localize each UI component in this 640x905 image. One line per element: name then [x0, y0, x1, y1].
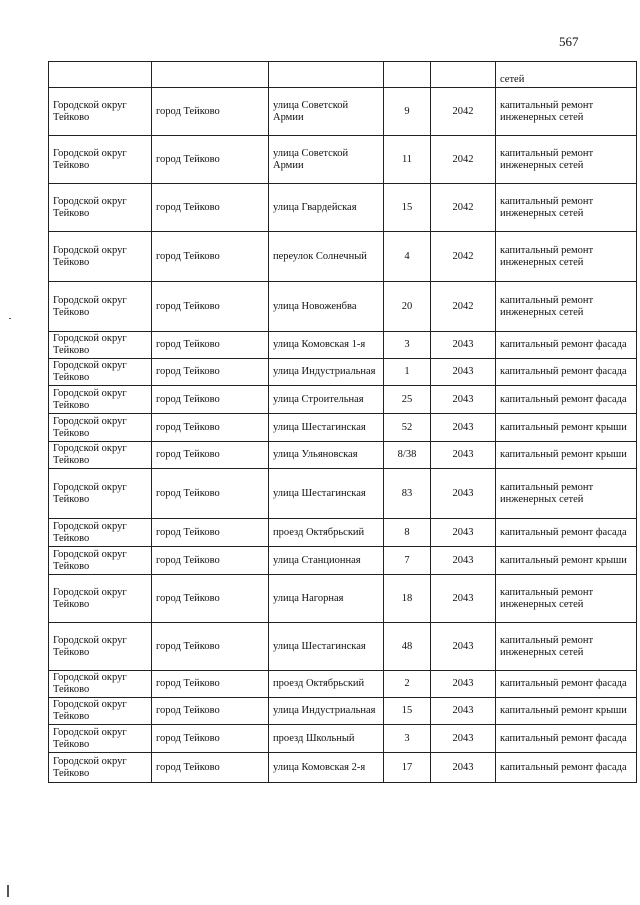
house-cell: 17: [384, 753, 431, 783]
page-number: 567: [559, 34, 579, 49]
house-cell: 11: [384, 136, 431, 184]
year-cell: 2043: [431, 698, 496, 725]
house-cell: 7: [384, 547, 431, 575]
year-cell: 2043: [431, 442, 496, 469]
street-cell: улица Строительная: [269, 386, 384, 414]
table-row: [49, 136, 637, 184]
gorod-cell: город Тейково: [152, 753, 269, 783]
street-cell: улица Комовская 1-я: [269, 332, 384, 359]
year-cell: 2043: [431, 671, 496, 698]
housing-repair-table: [48, 61, 637, 783]
gorod-cell: город Тейково: [152, 232, 269, 282]
table-row: [49, 442, 637, 469]
gorod-cell: город Тейково: [152, 184, 269, 232]
street-cell: проезд Школьный: [269, 725, 384, 753]
year-cell: 2042: [431, 136, 496, 184]
house-cell: 48: [384, 623, 431, 671]
table-row: [49, 184, 637, 232]
street-cell: улица Советской Армии: [269, 88, 384, 136]
work-type-cell: капитальный ремонт крыши: [496, 547, 637, 575]
okrug-cell: Городской округ Тейково: [49, 359, 152, 386]
house-cell: 2: [384, 671, 431, 698]
house-cell: 1: [384, 359, 431, 386]
table-row: [49, 671, 637, 698]
table-row: [49, 359, 637, 386]
table-row: [49, 469, 637, 519]
year-cell: 2043: [431, 725, 496, 753]
table-row: [49, 698, 637, 725]
year-cell: 2043: [431, 753, 496, 783]
gorod-cell: город Тейково: [152, 332, 269, 359]
work-type-cell: сетей: [496, 62, 637, 88]
gorod-cell: город Тейково: [152, 386, 269, 414]
year-cell: [431, 62, 496, 88]
okrug-cell: Городской округ Тейково: [49, 469, 152, 519]
work-type-cell: капитальный ремонт инженерных сетей: [496, 232, 637, 282]
okrug-cell: Городской округ Тейково: [49, 88, 152, 136]
table-row: [49, 753, 637, 783]
scan-mark: [7, 885, 9, 897]
work-type-cell: капитальный ремонт фасада: [496, 332, 637, 359]
street-cell: [269, 62, 384, 88]
year-cell: 2043: [431, 547, 496, 575]
year-cell: 2043: [431, 332, 496, 359]
okrug-cell: Городской округ Тейково: [49, 414, 152, 442]
okrug-cell: Городской округ Тейково: [49, 519, 152, 547]
table-row: [49, 232, 637, 282]
table-row: [49, 386, 637, 414]
okrug-cell: Городской округ Тейково: [49, 575, 152, 623]
work-type-cell: капитальный ремонт крыши: [496, 414, 637, 442]
street-cell: проезд Октябрьский: [269, 519, 384, 547]
year-cell: 2042: [431, 184, 496, 232]
gorod-cell: город Тейково: [152, 282, 269, 332]
gorod-cell: город Тейково: [152, 623, 269, 671]
table-row: [49, 725, 637, 753]
gorod-cell: город Тейково: [152, 414, 269, 442]
work-type-cell: капитальный ремонт фасада: [496, 359, 637, 386]
gorod-cell: город Тейково: [152, 88, 269, 136]
house-cell: 20: [384, 282, 431, 332]
street-cell: улица Шестагинская: [269, 414, 384, 442]
gorod-cell: город Тейково: [152, 136, 269, 184]
okrug-cell: Городской округ Тейково: [49, 184, 152, 232]
table-row: [49, 282, 637, 332]
year-cell: 2043: [431, 386, 496, 414]
street-cell: улица Новоженбва: [269, 282, 384, 332]
gorod-cell: [152, 62, 269, 88]
work-type-cell: капитальный ремонт фасада: [496, 519, 637, 547]
year-cell: 2042: [431, 232, 496, 282]
table-row: [49, 88, 637, 136]
house-cell: 18: [384, 575, 431, 623]
house-cell: 3: [384, 332, 431, 359]
okrug-cell: Городской округ Тейково: [49, 282, 152, 332]
gorod-cell: город Тейково: [152, 519, 269, 547]
house-cell: 8/38: [384, 442, 431, 469]
work-type-cell: капитальный ремонт инженерных сетей: [496, 575, 637, 623]
street-cell: улица Индустриальная: [269, 359, 384, 386]
street-cell: улица Шестагинская: [269, 469, 384, 519]
house-cell: 83: [384, 469, 431, 519]
table-row: [49, 519, 637, 547]
year-cell: 2043: [431, 575, 496, 623]
street-cell: улица Нагорная: [269, 575, 384, 623]
year-cell: 2043: [431, 623, 496, 671]
okrug-cell: Городской округ Тейково: [49, 698, 152, 725]
street-cell: улица Шестагинская: [269, 623, 384, 671]
table-row: [49, 332, 637, 359]
table-row: [49, 575, 637, 623]
house-cell: 8: [384, 519, 431, 547]
work-type-cell: капитальный ремонт инженерных сетей: [496, 469, 637, 519]
street-cell: улица Индустриальная: [269, 698, 384, 725]
house-cell: 3: [384, 725, 431, 753]
table-body: [49, 62, 637, 783]
street-cell: улица Гвардейская: [269, 184, 384, 232]
house-cell: 52: [384, 414, 431, 442]
gorod-cell: город Тейково: [152, 671, 269, 698]
house-cell: 9: [384, 88, 431, 136]
okrug-cell: Городской округ Тейково: [49, 136, 152, 184]
gorod-cell: город Тейково: [152, 575, 269, 623]
work-type-cell: капитальный ремонт инженерных сетей: [496, 136, 637, 184]
okrug-cell: [49, 62, 152, 88]
work-type-cell: капитальный ремонт инженерных сетей: [496, 184, 637, 232]
okrug-cell: Городской округ Тейково: [49, 547, 152, 575]
work-type-cell: капитальный ремонт инженерных сетей: [496, 623, 637, 671]
year-cell: 2043: [431, 359, 496, 386]
work-type-cell: капитальный ремонт крыши: [496, 442, 637, 469]
gorod-cell: город Тейково: [152, 359, 269, 386]
street-cell: переулок Солнечный: [269, 232, 384, 282]
street-cell: улица Станционная: [269, 547, 384, 575]
okrug-cell: Городской округ Тейково: [49, 332, 152, 359]
okrug-cell: Городской округ Тейково: [49, 623, 152, 671]
street-cell: улица Советской Армии: [269, 136, 384, 184]
table-row: [49, 623, 637, 671]
year-cell: 2042: [431, 88, 496, 136]
year-cell: 2043: [431, 414, 496, 442]
year-cell: 2043: [431, 519, 496, 547]
work-type-cell: капитальный ремонт инженерных сетей: [496, 88, 637, 136]
work-type-cell: капитальный ремонт фасада: [496, 671, 637, 698]
gorod-cell: город Тейково: [152, 442, 269, 469]
okrug-cell: Городской округ Тейково: [49, 386, 152, 414]
okrug-cell: Городской округ Тейково: [49, 442, 152, 469]
street-cell: улица Комовская 2-я: [269, 753, 384, 783]
table-row: [49, 547, 637, 575]
work-type-cell: капитальный ремонт инженерных сетей: [496, 282, 637, 332]
gorod-cell: город Тейково: [152, 698, 269, 725]
okrug-cell: Городской округ Тейково: [49, 725, 152, 753]
okrug-cell: Городской округ Тейково: [49, 753, 152, 783]
work-type-cell: капитальный ремонт фасада: [496, 753, 637, 783]
year-cell: 2043: [431, 469, 496, 519]
gorod-cell: город Тейково: [152, 725, 269, 753]
scan-mark: [9, 318, 11, 319]
work-type-cell: капитальный ремонт фасада: [496, 725, 637, 753]
house-cell: 15: [384, 698, 431, 725]
continuation-row: [49, 62, 637, 88]
gorod-cell: город Тейково: [152, 547, 269, 575]
work-type-cell: капитальный ремонт фасада: [496, 386, 637, 414]
table-row: [49, 414, 637, 442]
house-cell: 25: [384, 386, 431, 414]
house-cell: 15: [384, 184, 431, 232]
street-cell: улица Ульяновская: [269, 442, 384, 469]
okrug-cell: Городской округ Тейково: [49, 671, 152, 698]
gorod-cell: город Тейково: [152, 469, 269, 519]
work-type-cell: капитальный ремонт крыши: [496, 698, 637, 725]
okrug-cell: Городской округ Тейково: [49, 232, 152, 282]
house-cell: [384, 62, 431, 88]
house-cell: 4: [384, 232, 431, 282]
year-cell: 2042: [431, 282, 496, 332]
street-cell: проезд Октябрьский: [269, 671, 384, 698]
